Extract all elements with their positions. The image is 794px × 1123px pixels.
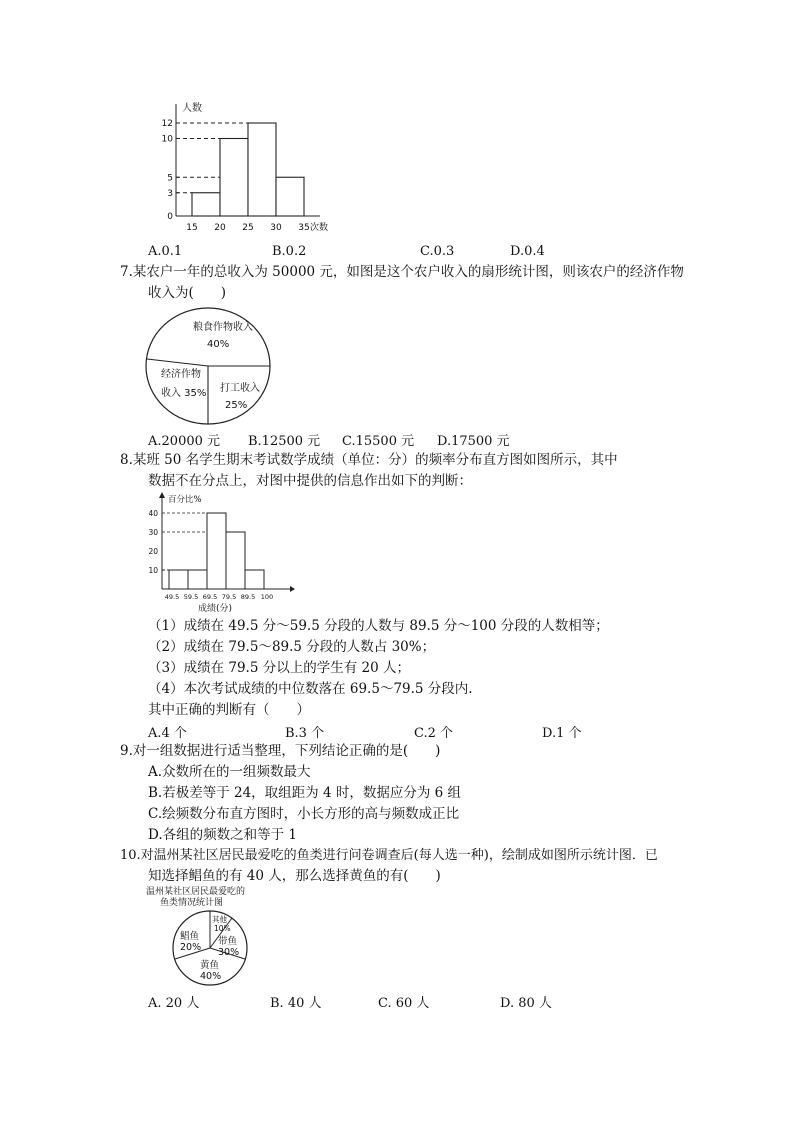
- q7-stem-line1: 7.某农户一年的总收入为 50000 元，如图是这个农户收入的扇形统计图，则该农户的经济作物: [120, 264, 684, 280]
- y-tick-label: 5: [167, 173, 173, 184]
- q10-slice-pct-hairtail: 30%: [218, 947, 240, 958]
- q6-option-a[interactable]: A.0.1: [148, 244, 183, 259]
- q7-slice-pct-cash: 收入 35%: [161, 388, 207, 399]
- q10-slice-label-other: 其他: [212, 915, 227, 924]
- q6-histogram: [160, 98, 345, 238]
- q8-histogram: [140, 492, 300, 617]
- y-axis-label: 百分比%: [168, 495, 202, 505]
- x-axis-label: 成绩(分): [198, 604, 233, 614]
- histogram-bar: [192, 193, 220, 216]
- y-tick-label: 40: [148, 509, 158, 518]
- x-tick-label: 100: [260, 593, 274, 601]
- histogram-bar: [248, 123, 276, 216]
- q10-slice-label-pomfret: 鲳鱼: [180, 931, 200, 942]
- x-tick-label: 15: [186, 223, 198, 233]
- q10-slice-pct-pomfret: 20%: [180, 942, 202, 953]
- q10-slice-label-hairtail: 带鱼: [218, 936, 238, 947]
- q10-option-a[interactable]: A. 20 人: [148, 996, 200, 1011]
- y-tick-label: 10: [148, 566, 158, 575]
- q9-option-c[interactable]: C.绘频数分布直方图时，小长方形的高与频数成正比: [148, 806, 460, 822]
- q9-option-d[interactable]: D.各组的频数之和等于 1: [148, 827, 298, 843]
- q10-option-c[interactable]: C. 60 人: [378, 996, 430, 1011]
- q8-stem-line2: 数据不在分点上，对图中提供的信息作出如下的判断：: [148, 473, 472, 489]
- y-tick-label: 10: [161, 134, 173, 145]
- q10-slice-pct-other: 10%: [214, 924, 231, 933]
- q8-option-a[interactable]: A.4 个: [148, 726, 187, 741]
- y-tick-label: 30: [148, 528, 158, 537]
- q7-slice-label-grain: 粮食作物收入: [193, 322, 253, 333]
- q7-option-c[interactable]: C.15500 元: [342, 434, 415, 449]
- q10-slice-label-croaker: 黄鱼: [200, 960, 220, 971]
- q10-stem-line1: 10.对温州某社区居民最爱吃的鱼类进行问卷调查后(每人选一种)，绘制成如图所示统计图．已: [120, 848, 658, 863]
- q10-slice-pct-croaker: 40%: [200, 971, 222, 982]
- y-tick-label: 0: [167, 212, 173, 222]
- y-tick-label: 3: [167, 188, 173, 199]
- x-tick-label: 69.5: [202, 593, 218, 601]
- histogram-bar: [220, 139, 248, 217]
- y-axis-arrow: [159, 492, 165, 498]
- q7-option-a[interactable]: A.20000 元: [148, 434, 221, 449]
- q7-option-b[interactable]: B.12500 元: [248, 434, 321, 449]
- q9-stem: 9.对一组数据进行适当整理，下列结论正确的是( ): [120, 743, 441, 759]
- x-tick-label: 79.5: [221, 593, 237, 601]
- q8-statement-1: （1）成绩在 49.5 分～59.5 分段的人数与 89.5 分～100 分段的人数相等；: [148, 618, 609, 634]
- q8-stem-line1: 8.某班 50 名学生期末考试数学成绩（单位：分）的频率分布直方图如图所示，其中: [120, 452, 618, 468]
- histogram-bar: [226, 532, 245, 589]
- x-tick-label: 35: [298, 223, 310, 233]
- q8-option-b[interactable]: B.3 个: [285, 726, 325, 741]
- q8-statement-3: （3）成绩在 79.5 分以上的学生有 20 人；: [148, 660, 410, 676]
- y-tick-label: 20: [148, 547, 158, 556]
- x-tick-label: 89.5: [240, 593, 256, 601]
- x-tick-label: 25: [242, 223, 254, 233]
- q8-option-d[interactable]: D.1 个: [542, 726, 582, 741]
- q6-option-b[interactable]: B.0.2: [272, 244, 307, 259]
- q7-pie-chart: [145, 305, 275, 427]
- q7-option-d[interactable]: D.17500 元: [437, 434, 510, 449]
- y-tick-label: 12: [161, 119, 173, 129]
- q7-slice-pct-grain: 40%: [207, 339, 230, 350]
- q10-option-b[interactable]: B. 40 人: [270, 996, 322, 1011]
- q9-option-a[interactable]: A.众数所在的一组频数最大: [148, 764, 311, 780]
- q10-chart-title-line2: 鱼类情况统计图: [160, 898, 224, 908]
- x-tick-label: 59.5: [183, 593, 199, 601]
- q8-statement-4: （4）本次考试成绩的中位数落在 69.5～79.5 分段内.: [148, 681, 473, 697]
- x-tick-label: 49.5: [164, 593, 180, 601]
- q10-chart-title-line1: 温州某社区居民最爱吃的: [146, 887, 246, 897]
- q10-pie-chart: [140, 884, 280, 990]
- histogram-bar: [207, 513, 226, 589]
- q7-slice-label-cash: 经济作物: [161, 369, 201, 380]
- q7-slice-pct-work: 25%: [225, 400, 248, 411]
- q8-question: 其中正确的判断有（ ）: [148, 702, 310, 718]
- x-tick-label: 30: [270, 223, 282, 233]
- histogram-bar: [169, 570, 188, 589]
- histogram-bar: [245, 570, 264, 589]
- histogram-bar: [188, 570, 207, 589]
- x-tick-label: 20: [214, 223, 226, 233]
- q9-option-b[interactable]: B.若极差等于 24，取组距为 4 时，数据应分为 6 组: [148, 785, 462, 801]
- x-axis-arrow: [290, 586, 295, 592]
- q7-stem-line2: 收入为( ): [148, 285, 227, 301]
- q10-option-d[interactable]: D. 80 人: [500, 996, 552, 1011]
- y-axis-label: 人数: [182, 103, 202, 114]
- q8-statement-2: （2）成绩在 79.5～89.5 分段的人数占 30%；: [148, 639, 436, 655]
- x-axis-label: 次数: [310, 223, 329, 233]
- q8-option-c[interactable]: C.2 个: [414, 726, 454, 741]
- q7-slice-label-work: 打工收入: [220, 383, 260, 394]
- histogram-bar: [276, 177, 304, 216]
- q10-stem-line2: 知选择鲳鱼的有 40 人，那么选择黄鱼的有( ): [148, 868, 441, 884]
- q6-option-d[interactable]: D.0.4: [510, 244, 545, 259]
- q6-option-c[interactable]: C.0.3: [420, 244, 455, 259]
